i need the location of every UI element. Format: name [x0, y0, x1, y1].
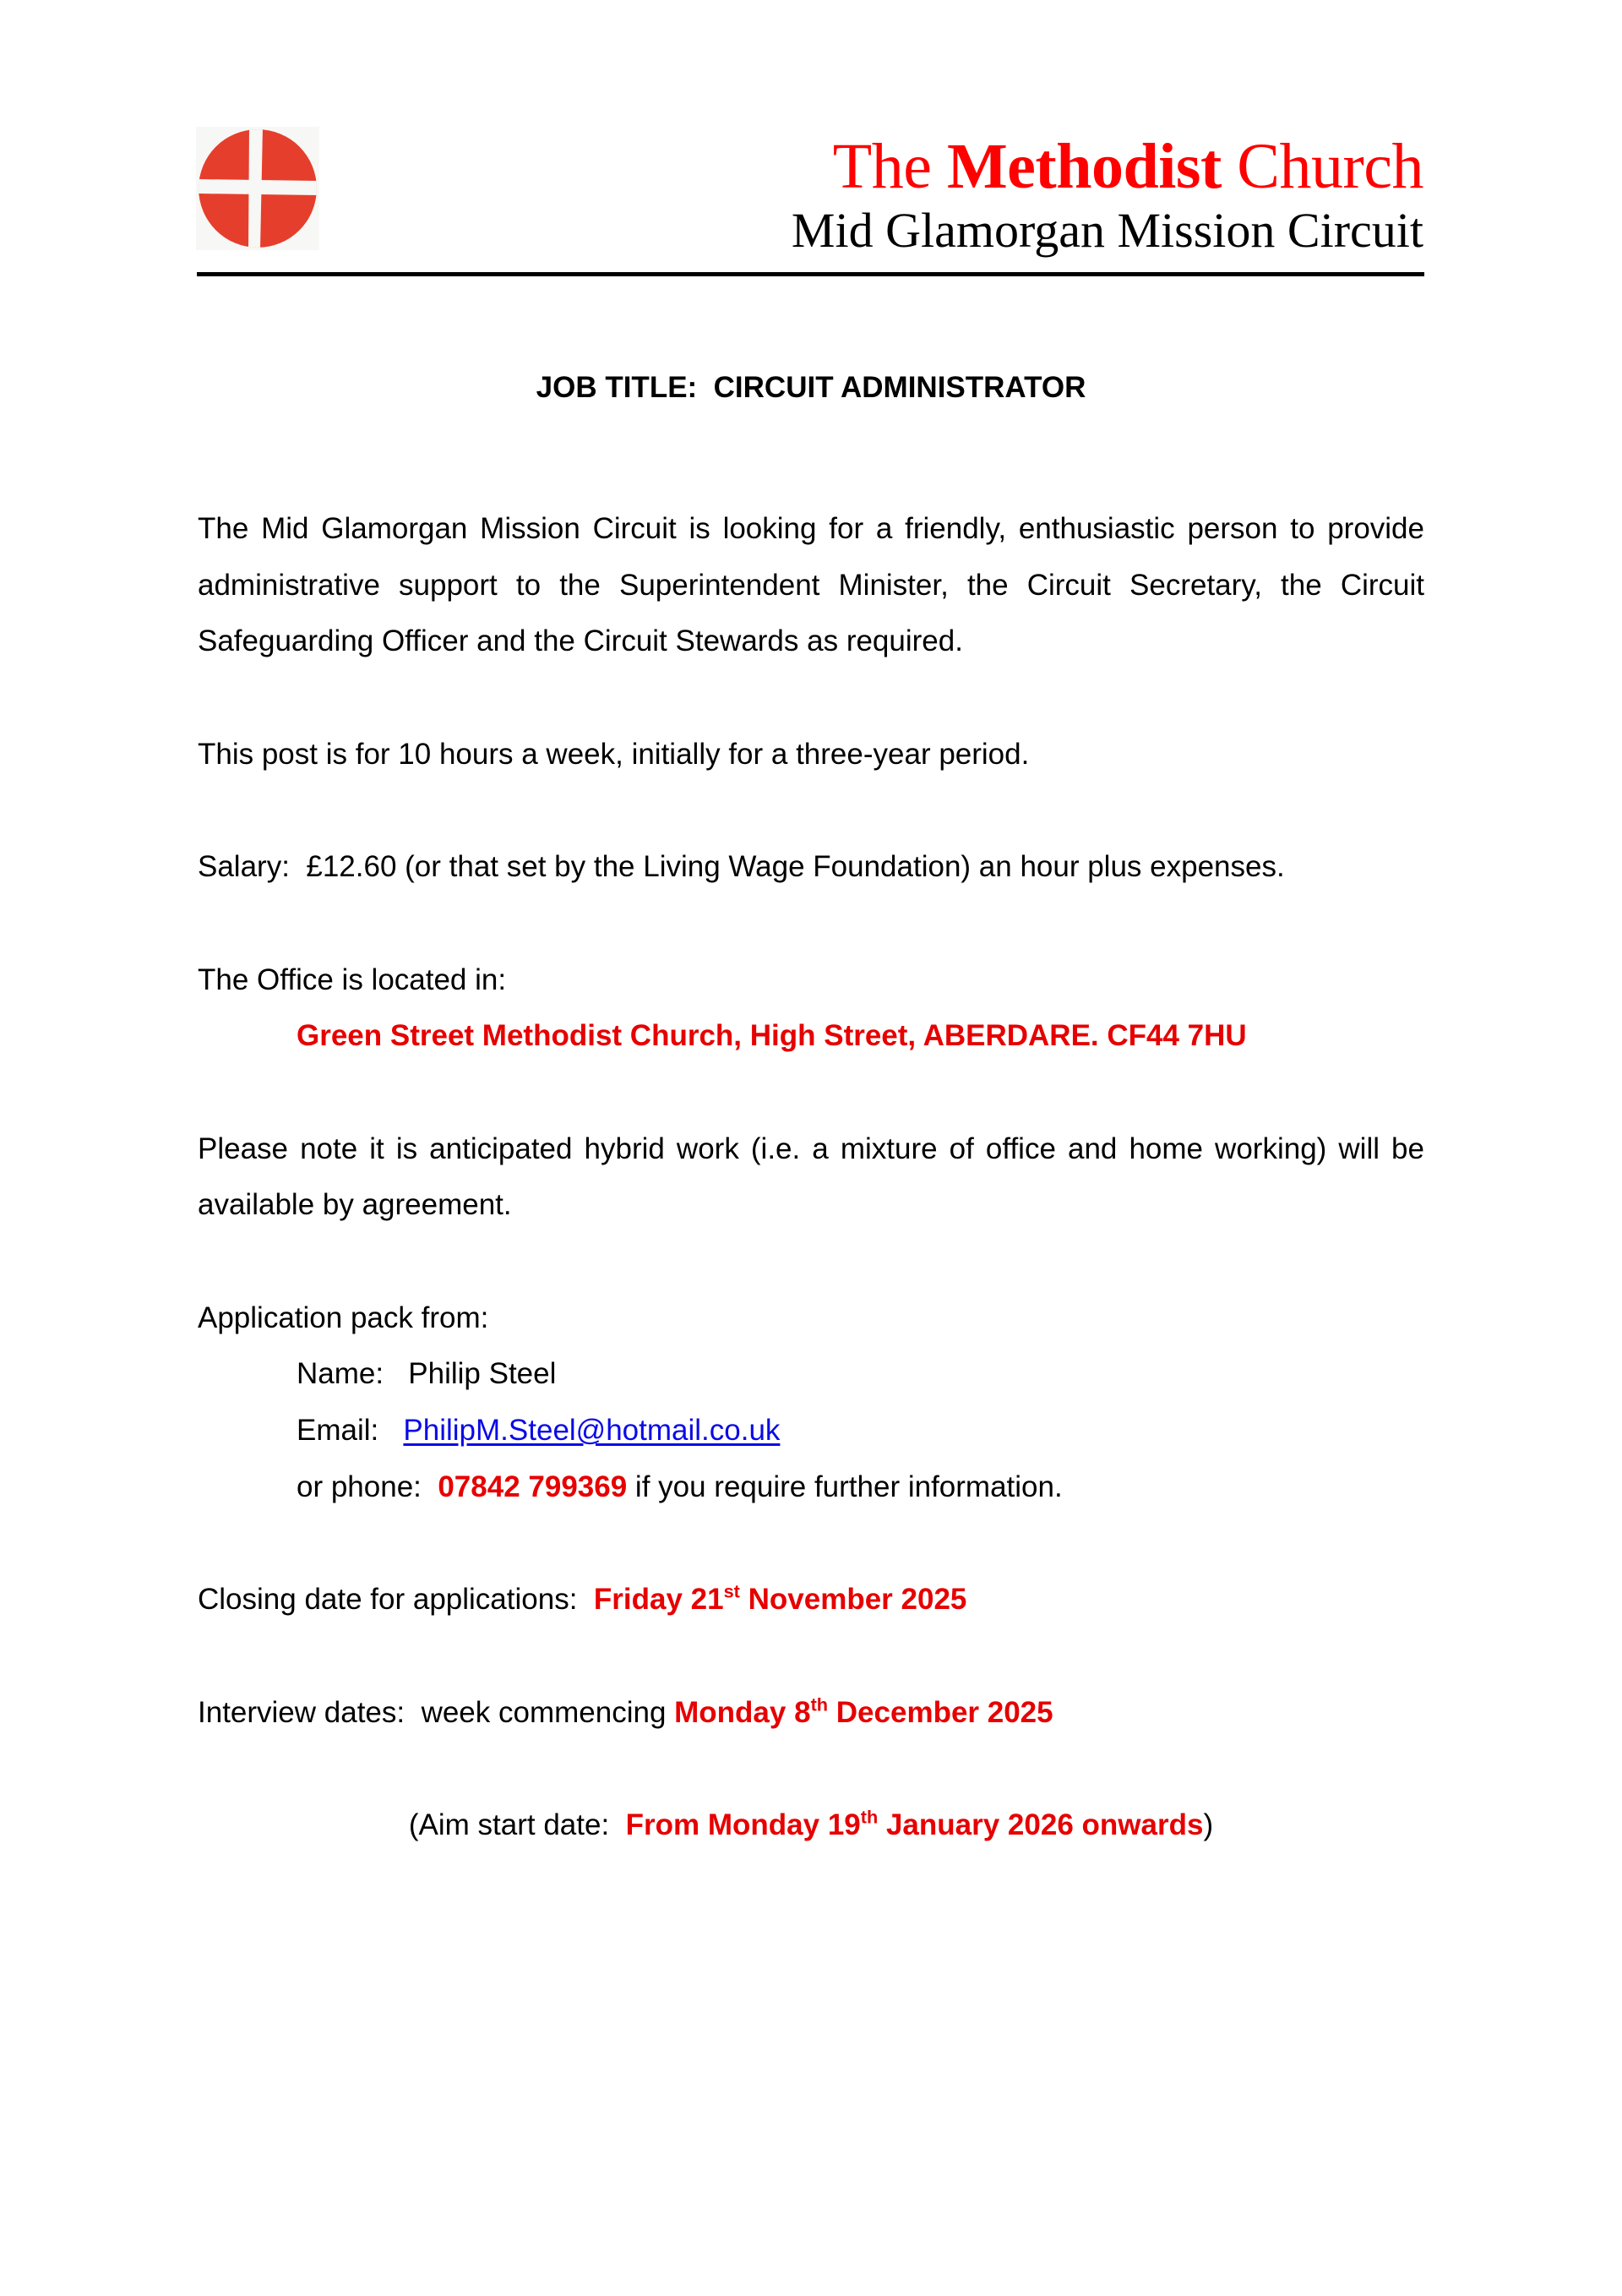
- spacer: [198, 1234, 1424, 1290]
- spacer: [198, 1628, 1424, 1685]
- spacer: [198, 670, 1424, 727]
- brand-prefix: The: [832, 131, 947, 202]
- start-date-open: (Aim start date:: [408, 1808, 626, 1841]
- closing-date-day: Friday 21: [593, 1583, 724, 1617]
- interview-row: [198, 1685, 1424, 1742]
- office-address: Green Street Methodist Church, High Street, ABERDARE. CF44 7HU: [297, 1019, 1247, 1053]
- spacer: [198, 896, 1424, 952]
- closing-date-label: Closing date for applications:: [198, 1583, 594, 1617]
- contact-name: Philip Steel: [408, 1357, 557, 1391]
- brand-suffix: Church: [1221, 131, 1423, 202]
- closing-date-value: [593, 1580, 967, 1617]
- brand-bold-word: Methodist: [946, 131, 1222, 202]
- start-date-row: [198, 1797, 1424, 1854]
- application-label: Application pack from:: [198, 1301, 489, 1334]
- document-body: [198, 501, 1424, 1854]
- spacer: [198, 1065, 1424, 1121]
- methodist-logo-icon: [196, 127, 319, 250]
- closing-date-ordinal: st: [723, 1580, 740, 1602]
- name-label: Name:: [297, 1357, 409, 1391]
- start-day: From Monday 19: [625, 1808, 861, 1841]
- hybrid-note: Please note it is anticipated hybrid work (i.e. a mixture of office and home working) will be available by agreement.: [198, 1132, 1424, 1222]
- phone-number: 07842 799369: [438, 1470, 628, 1503]
- phone-suffix: if you require further information.: [627, 1470, 1063, 1503]
- email-label: Email:: [297, 1414, 404, 1448]
- office-label: The Office is located in:: [198, 963, 507, 996]
- circuit-subtitle: Mid Glamorgan Mission Circuit: [791, 203, 1423, 258]
- job-title: JOB TITLE: CIRCUIT ADMINISTRATOR: [536, 371, 1086, 404]
- interview-ordinal: th: [810, 1693, 829, 1715]
- start-ordinal: th: [860, 1806, 879, 1828]
- start-rest: January 2026 onwards: [878, 1808, 1204, 1841]
- salary-text: Salary: £12.60 (or that set by the Living Wage Foundation) an hour plus expenses.: [198, 850, 1285, 884]
- spacer: [198, 1741, 1424, 1797]
- phone-label: or phone:: [297, 1470, 438, 1503]
- contact-name-row: [198, 1346, 1424, 1403]
- closing-date-rest: November 2025: [739, 1583, 967, 1617]
- hours-text: This post is for 10 hours a week, initially for a three-year period.: [198, 737, 1030, 771]
- spacer: [198, 783, 1424, 839]
- spacer: [198, 1515, 1424, 1572]
- brand-title: [833, 128, 1423, 205]
- closing-date-row: [198, 1572, 1424, 1628]
- interview-rest: December 2025: [828, 1695, 1053, 1729]
- start-date-close: ): [1203, 1808, 1214, 1841]
- contact-phone-row: [198, 1459, 1424, 1516]
- email-link[interactable]: PhilipM.Steel@hotmail.co.uk: [403, 1414, 781, 1448]
- interview-label: Interview dates: week commencing: [198, 1695, 675, 1729]
- start-date-value: [626, 1808, 1204, 1841]
- header-divider: [197, 272, 1424, 276]
- contact-email-row: [198, 1403, 1424, 1459]
- interview-date-value: [674, 1693, 1053, 1729]
- intro-paragraph: The Mid Glamorgan Mission Circuit is looking for a friendly, enthusiastic person to provide administrative support to the Superintendent Minister, the Circuit Secretary, the Circuit Safeguarding Officer and the Circuit Stewards as required.: [198, 512, 1424, 658]
- interview-day: Monday 8: [674, 1695, 811, 1729]
